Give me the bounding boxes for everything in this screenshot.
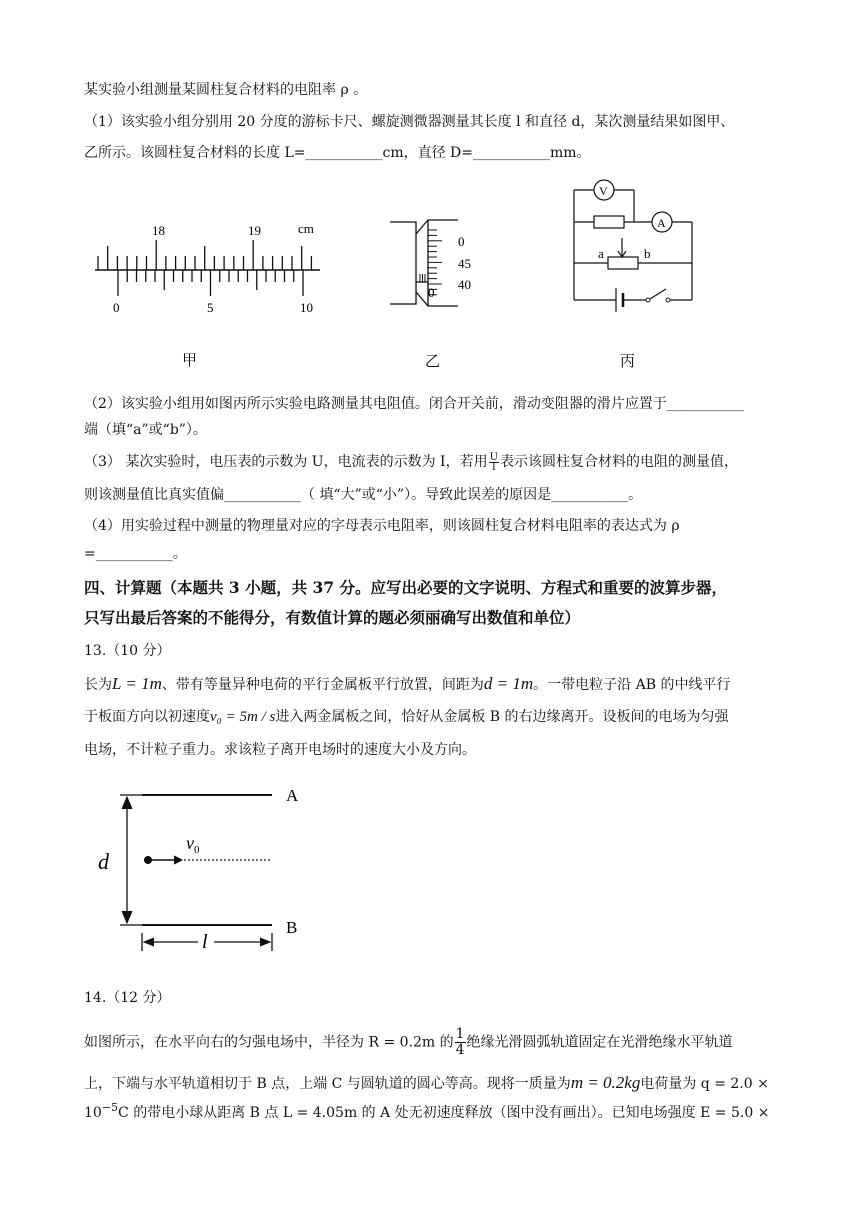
problem-13-line-2 [84, 707, 729, 727]
plate-a-label: A [286, 786, 299, 805]
question-2-line-2: 端（填“a”或“b”）。 [84, 422, 207, 438]
p14-text-2: 绝缘光滑圆弧轨道固定在光滑绝缘水平轨道 [466, 1034, 733, 1051]
drum-tick-40: 40 [458, 277, 471, 292]
problem-13-line-3: 电场，不计粒子重力。求该粒子离开电场时的速度大小及方向。 [84, 742, 476, 758]
charge-power-base: 10 [84, 1105, 102, 1121]
vernier-tick-0: 0 [113, 300, 120, 315]
main-tick-18: 18 [152, 223, 165, 238]
problem-14-heading: 14.（12 分） [84, 990, 171, 1006]
question-1-line-1: （1）该实验小组分别用 20 分度的游标卡尺、螺旋测微器测量其长度 l 和直径 d，某次测量结果如图甲、 [84, 114, 735, 130]
velocity-label: $v_0$ [186, 833, 200, 856]
plate-b-label: B [286, 918, 298, 937]
p13-text-3: 。一带电粒子沿 AB 的中线平行 [533, 677, 731, 693]
p13-text-1: 长为 [84, 677, 112, 693]
initial-velocity-formula: v₀ = 5m / s [210, 709, 276, 725]
question-3-text-post: 表示该圆柱复合材料的电阻的测量值， [500, 454, 739, 470]
vernier-tick-5: 5 [207, 300, 214, 315]
caption-bing: 丙 [620, 354, 636, 370]
u-over-i-fraction [489, 453, 499, 472]
circuit-figure [560, 172, 710, 372]
plate-gap-formula: d = 1m [483, 674, 534, 693]
question-3-text-pre: （3） 某次实验时，电压表的示数为 U，电流表的示数为 I，若用 [84, 454, 488, 470]
problem-14-line-2 [84, 1073, 769, 1094]
question-3-line-1 [84, 452, 738, 472]
quarter-denominator: 4 [455, 1042, 465, 1058]
fraction-denominator: I [491, 461, 496, 473]
intro-text: 某实验小组测量某圆柱复合材料的电阻率 ρ 。 [84, 82, 368, 98]
question-4-line-1: （4）用实验过程中测量的物理量对应的字母表示电阻率，则该圆柱复合材料电阻率的表达式为 ρ [84, 518, 680, 534]
p14-text-3: 上，下端与水平轨道相切于 B 点，上端 C 与圆轨道的圆心等高。现将一质量为 [84, 1076, 571, 1092]
drum-tick-45: 45 [458, 256, 471, 271]
vernier-caliper-figure [90, 215, 330, 375]
problem-13-line-1 [84, 674, 730, 695]
micrometer-figure [380, 212, 490, 372]
question-3-line-2: 则该测量值比真实值偏___________（ 填“大”或“小”）。导致此误差的原因是___________。 [84, 487, 643, 503]
sleeve-tick-0: 0 [428, 285, 435, 300]
problem-14-line-3 [84, 1103, 769, 1124]
parallel-plates-figure [92, 783, 322, 963]
vernier-tick-10: 10 [300, 300, 313, 315]
quarter-numerator: 1 [455, 1026, 465, 1042]
charge-power-exponent: −5 [101, 1101, 119, 1114]
rheostat [608, 257, 638, 269]
length-label: l [202, 931, 208, 953]
drum-tick-0: 0 [458, 234, 465, 249]
ammeter-label: A [657, 216, 666, 230]
sample-resistor [594, 216, 624, 228]
plate-length-formula: L = 1m [112, 674, 162, 693]
section-heading-line-1: 四、计算题（本题共 3 小题，共 37 分。应写出必要的文字说明、方程式和重要的波算步器， [84, 578, 727, 597]
p13-text-4: 于板面方向以初速度 [84, 709, 210, 725]
unit-label: cm [298, 221, 314, 236]
p13-text-5: 进入两金属板之间，恰好从金属板 B 的右边缘离开。设板间的电场为匀强 [275, 709, 729, 725]
question-4-line-2: =___________。 [84, 546, 187, 562]
section-heading-line-2: 只写出最后答案的不能得分，有数值计算的题必须丽确写出数值和单位） [84, 608, 581, 627]
voltmeter-label: V [599, 184, 608, 198]
rheostat-end-b: b [644, 246, 651, 261]
p14-text-1: 如图所示，在水平向右的匀强电场中，半径为 R = 0.2m 的 [84, 1034, 454, 1051]
p13-text-2: 、带有等量异种电荷的平行金属板平行放置，间距为 [161, 677, 484, 693]
fraction-numerator: U [489, 451, 499, 463]
switch-icon [650, 289, 666, 299]
problem-14-line-1 [84, 1027, 733, 1058]
caption-yi: 乙 [425, 354, 441, 370]
problem-13-heading: 13.（10 分） [84, 643, 171, 659]
question-1-line-2: 乙所示。该圆柱复合材料的长度 L=___________cm，直径 D=___________mm。 [84, 145, 591, 161]
quarter-fraction [455, 1027, 466, 1058]
p14-text-5: C 的带电小球从距离 B 点 L = 4.05m 的 A 处无初速度释放（图中没有画出）。已知电场强度 E = 5.0 × [118, 1105, 770, 1121]
caption-jia: 甲 [182, 353, 198, 369]
main-tick-19: 19 [248, 223, 261, 238]
gap-label: d [98, 849, 109, 874]
p14-text-4: 电荷量为 q = 2.0 × [640, 1076, 769, 1092]
question-2-line-1: （2）该实验小组用如图丙所示实验电路测量其电阻值。闭合开关前，滑动变阻器的滑片应置于___________ [84, 396, 744, 412]
rheostat-end-a: a [598, 246, 604, 261]
mass-formula: m = 0.2kg [570, 1073, 641, 1092]
